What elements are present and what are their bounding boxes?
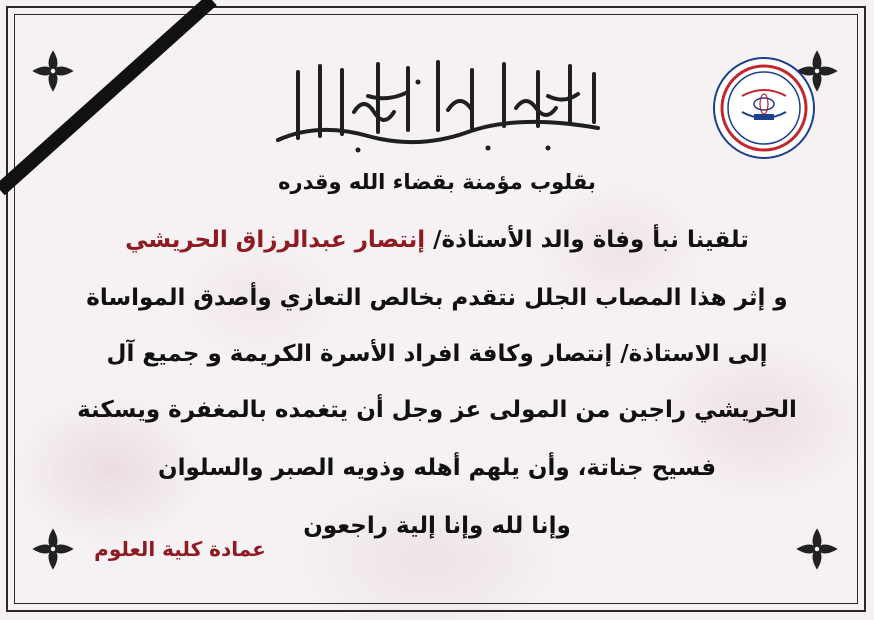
subtitle: بقلوب مؤمنة بقضاء الله وقدره [278,170,596,194]
body-line-4: الحريشي راجين من المولى عز وجل أن يتغمده بالمغفرة ويسكنة [77,397,797,423]
body-line-6: وإنا لله وإنا إلية راجعون [303,513,571,539]
body-line-1-prefix: تلقينا نبأ وفاة والد الأستاذة/ [425,227,749,253]
body-line-3: إلى الاستاذة/ إنتصار وكافة افراد الأسرة الكريمة و جميع آل [106,341,768,367]
deceased-relative-name: إنتصار عبدالرزاق الحريشي [125,227,426,253]
body-line-2: و إثر هذا المصاب الجلل نتقدم بخالص التعازي وأصدق المواساة [86,285,788,311]
signature: عمادة كلية العلوم [94,537,266,561]
body-line-5: فسيح جناتة، وأن يلهم أهله وذويه الصبر والسلوان [157,455,717,481]
calligraphy-header [258,52,628,162]
faculty-of-science-logo [712,56,816,160]
body-line-1 [40,226,834,254]
